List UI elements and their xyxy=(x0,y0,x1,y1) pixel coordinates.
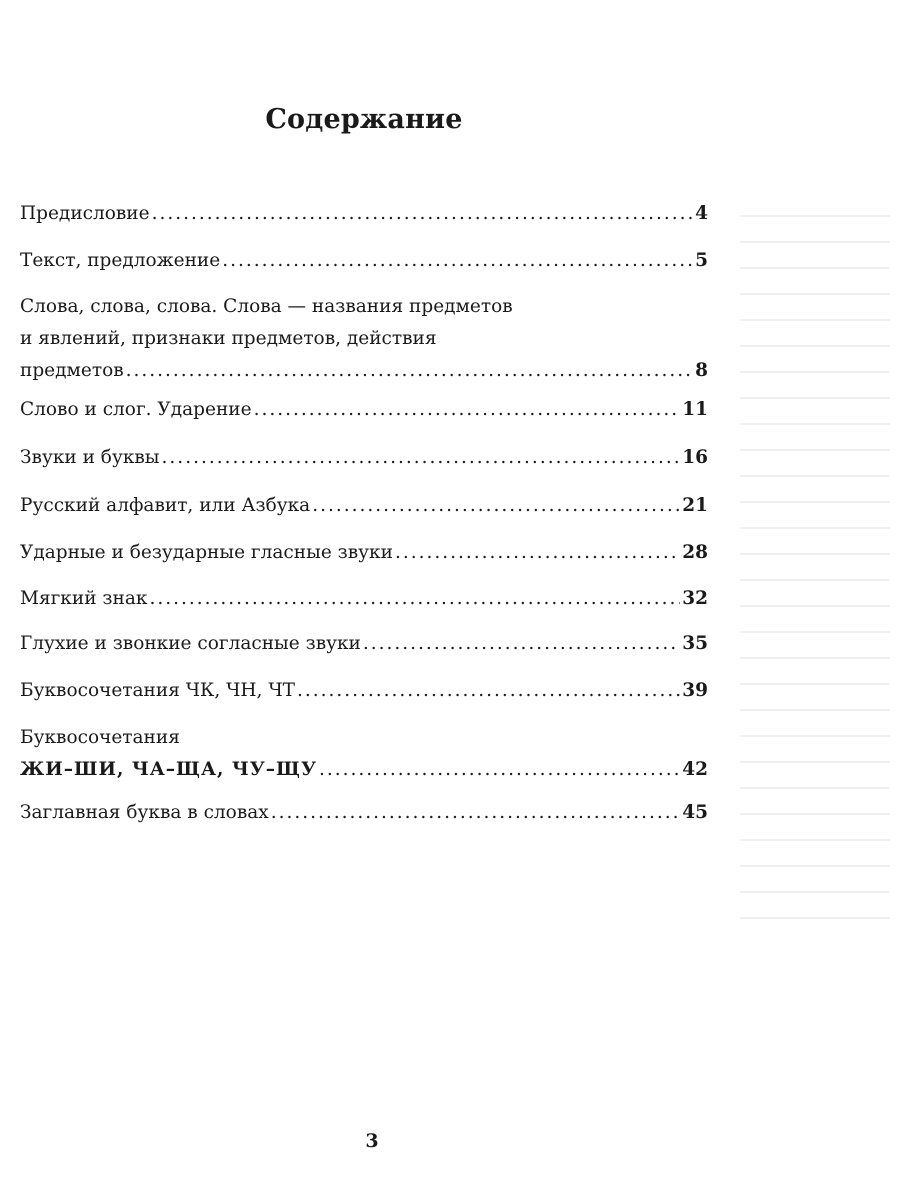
toc-entry-label: Мягкий знак xyxy=(20,588,148,609)
toc-entry xyxy=(20,537,708,569)
dot-leader xyxy=(395,537,680,569)
dot-leader xyxy=(126,355,693,387)
dot-leader xyxy=(222,245,693,277)
dot-leader xyxy=(312,490,680,522)
page-number: 3 xyxy=(365,1130,379,1152)
toc-entry-page: 42 xyxy=(682,759,708,780)
dot-leader xyxy=(162,442,681,474)
toc-entry-label: Русский алфавит, или Азбука xyxy=(20,495,311,516)
toc-entry-page: 11 xyxy=(682,399,708,420)
toc-entry-page: 4 xyxy=(695,203,708,224)
toc-entry xyxy=(20,675,708,707)
dot-leader xyxy=(319,754,680,786)
dot-leader xyxy=(363,628,680,660)
toc-entry-label: ЖИ–ШИ, ЧА–ЩА, ЧУ–ЩУ xyxy=(20,759,317,780)
toc-entry-page: 39 xyxy=(682,680,708,701)
bleed-through-texture xyxy=(740,215,890,935)
page-title: Содержание xyxy=(265,104,463,135)
toc-entry-page: 16 xyxy=(682,447,708,468)
dot-leader xyxy=(152,198,694,230)
toc-entry-page: 21 xyxy=(682,495,708,516)
toc-entry-label: Ударные и безударные гласные звуки xyxy=(20,542,393,563)
toc-entry-label: Звуки и буквы xyxy=(20,447,160,468)
toc-entry-label: Заглавная буква в словах xyxy=(20,802,269,823)
toc-entry xyxy=(20,797,708,829)
toc-entry-page: 28 xyxy=(682,542,708,563)
toc-entry-line: Слова, слова, слова. Слова — названия предметов xyxy=(20,296,513,317)
toc-entry-label: Слово и слог. Ударение xyxy=(20,399,252,420)
toc-entry xyxy=(20,442,708,474)
toc-entry xyxy=(20,722,708,786)
toc-entry-page: 8 xyxy=(695,360,708,381)
toc-entry xyxy=(20,583,708,615)
toc-entry-page: 5 xyxy=(695,250,708,271)
toc-entry-line: и явлений, признаки предметов, действия xyxy=(20,328,437,349)
toc-entry-line: Буквосочетания xyxy=(20,727,180,748)
toc-entry-label: Буквосочетания ЧК, ЧН, ЧТ xyxy=(20,680,295,701)
toc-entry xyxy=(20,628,708,660)
toc-entry-page: 45 xyxy=(682,802,708,823)
dot-leader xyxy=(254,394,681,426)
toc-entry-label: Глухие и звонкие согласные звуки xyxy=(20,633,361,654)
toc-entry-page: 32 xyxy=(682,588,708,609)
dot-leader xyxy=(149,583,680,615)
toc-entry xyxy=(20,245,708,277)
dot-leader xyxy=(297,675,680,707)
toc-entry-label: Текст, предложение xyxy=(20,250,221,271)
toc-entry-label: Предисловие xyxy=(20,203,150,224)
toc-entry-page: 35 xyxy=(682,633,708,654)
dot-leader xyxy=(271,797,681,829)
toc-entry xyxy=(20,198,708,230)
toc-entry xyxy=(20,394,708,426)
toc-entry xyxy=(20,291,708,387)
toc-entry-label: предметов xyxy=(20,360,124,381)
toc-entry xyxy=(20,490,708,522)
